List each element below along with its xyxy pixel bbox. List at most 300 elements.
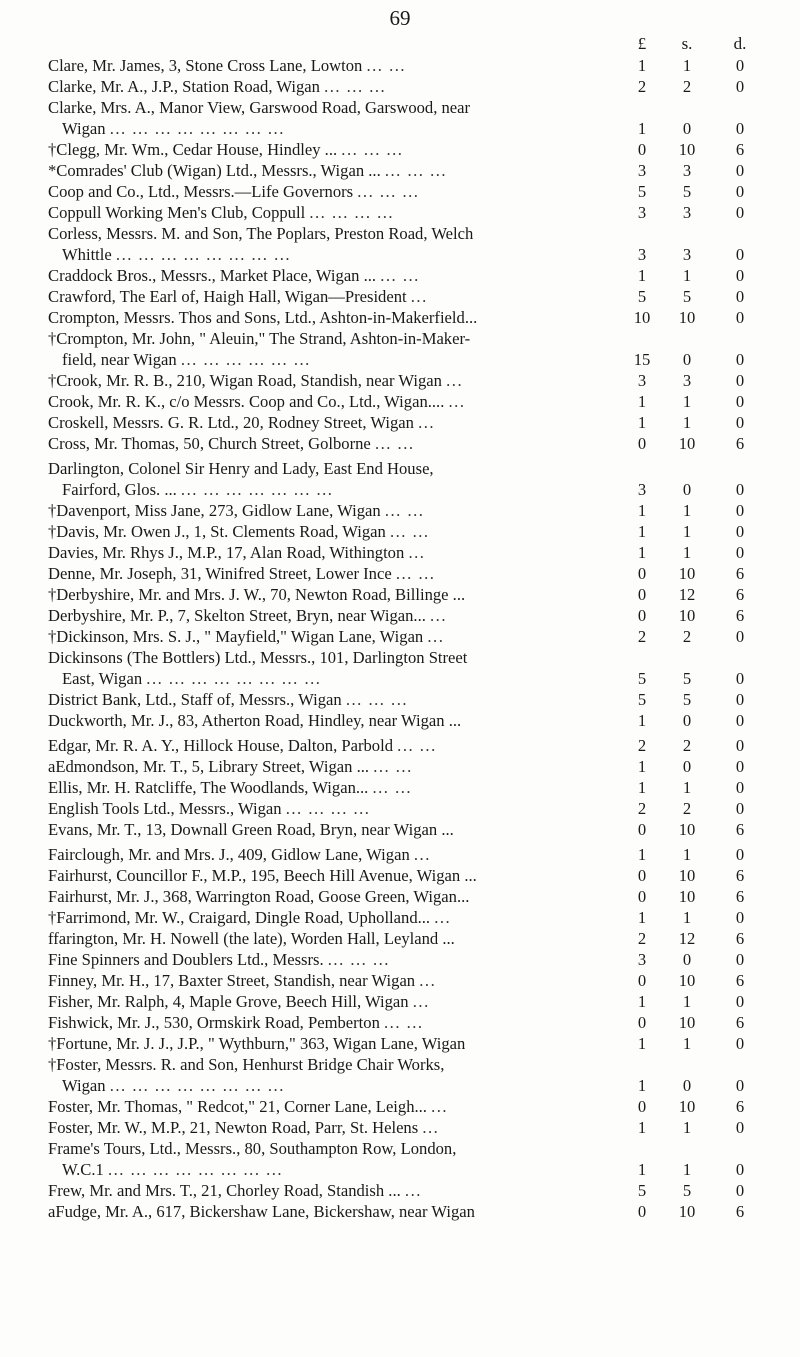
list-item bbox=[48, 735, 770, 756]
amount bbox=[628, 1075, 770, 1096]
shillings-value: 0 bbox=[682, 711, 692, 730]
amount bbox=[628, 479, 770, 500]
amount bbox=[628, 756, 770, 777]
pounds-value: 2 bbox=[637, 627, 647, 646]
pounds-value: 2 bbox=[637, 77, 647, 96]
pounds-value: 0 bbox=[637, 585, 647, 604]
pence-value: 6 bbox=[735, 820, 745, 839]
pence-value: 0 bbox=[735, 757, 745, 776]
list-item bbox=[48, 949, 770, 970]
list-item bbox=[48, 689, 770, 710]
dot-leader: ... ... ... bbox=[341, 140, 404, 159]
amount bbox=[628, 139, 770, 160]
pence-value: 0 bbox=[735, 161, 745, 180]
dot-leader: ... ... bbox=[397, 736, 437, 755]
pounds-value: 1 bbox=[637, 778, 647, 797]
pence-value: 0 bbox=[735, 992, 745, 1011]
entry-text: aEdmondson, Mr. T., 5, Library Street, Wigan ... bbox=[48, 757, 370, 776]
entry-text: Coop and Co., Ltd., Messrs.—Life Governors bbox=[48, 182, 354, 201]
pounds-value: 1 bbox=[637, 413, 647, 432]
pence-value: 0 bbox=[735, 736, 745, 755]
list-item bbox=[48, 160, 770, 181]
shillings-value: 10 bbox=[678, 887, 696, 906]
shillings-value: 10 bbox=[678, 140, 696, 159]
dot-leader: ... ... bbox=[373, 757, 413, 776]
amount bbox=[628, 521, 770, 542]
shillings-value: 3 bbox=[682, 371, 692, 390]
list-item bbox=[48, 521, 770, 542]
pounds-value: 0 bbox=[637, 971, 647, 990]
pence-value: 0 bbox=[735, 501, 745, 520]
entry-text: †Davis, Mr. Owen J., 1, St. Clements Road, Wigan bbox=[48, 522, 386, 541]
entry-text: aFudge, Mr. A., 617, Bickershaw Lane, Bickershaw, near Wigan bbox=[48, 1202, 475, 1221]
shillings-value: 1 bbox=[682, 992, 692, 1011]
amount bbox=[628, 542, 770, 563]
dot-leader: ... bbox=[422, 1118, 440, 1137]
entry-line bbox=[48, 647, 770, 668]
pence-value: 6 bbox=[735, 434, 745, 453]
entry-text: Crompton, Messrs. Thos and Sons, Ltd., Ashton-in-Makerfield... bbox=[48, 308, 478, 327]
pence-value: 6 bbox=[735, 971, 745, 990]
amount bbox=[628, 1096, 770, 1117]
page-number: 69 bbox=[389, 6, 411, 30]
pence-value: 6 bbox=[735, 1013, 745, 1032]
pounds-header: £ bbox=[637, 34, 647, 53]
list-item bbox=[48, 223, 770, 265]
list-item bbox=[48, 907, 770, 928]
entry-text: Crook, Mr. R. K., c/o Messrs. Coop and Co., Ltd., Wigan.... bbox=[48, 392, 445, 411]
pounds-value: 2 bbox=[637, 799, 647, 818]
amount bbox=[628, 307, 770, 328]
entry-text: †Clegg, Mr. Wm., Cedar House, Hindley ... bbox=[48, 140, 338, 159]
pence-value: 0 bbox=[735, 77, 745, 96]
dot-leader: ... bbox=[418, 413, 436, 432]
pounds-value: 3 bbox=[637, 371, 647, 390]
entry-text: †Davenport, Miss Jane, 273, Gidlow Lane, Wigan bbox=[48, 501, 381, 520]
amount bbox=[628, 991, 770, 1012]
dot-leader: ... ... ... bbox=[384, 161, 448, 180]
pounds-value: 1 bbox=[637, 1076, 647, 1095]
entry-text: Fairhurst, Mr. J., 368, Warrington Road, Goose Green, Wigan... bbox=[48, 887, 470, 906]
entry-text: Duckworth, Mr. J., 83, Atherton Road, Hindley, near Wigan ... bbox=[48, 711, 462, 730]
entry-text: Foster, Mr. W., M.P., 21, Newton Road, Parr, St. Helens bbox=[48, 1118, 419, 1137]
amount bbox=[628, 928, 770, 949]
amount bbox=[628, 433, 770, 454]
amount bbox=[628, 1201, 770, 1222]
pence-header: d. bbox=[733, 34, 747, 53]
pence-value: 0 bbox=[735, 690, 745, 709]
dot-leader: ... ... ... bbox=[357, 182, 420, 201]
dot-leader: ... ... ... ... ... ... ... ... bbox=[109, 1076, 285, 1095]
amount bbox=[628, 500, 770, 521]
list-item bbox=[48, 1096, 770, 1117]
entry-line bbox=[48, 328, 770, 349]
shillings-value: 12 bbox=[678, 929, 696, 948]
amount bbox=[628, 391, 770, 412]
pence-value: 6 bbox=[735, 1097, 745, 1116]
amount bbox=[628, 265, 770, 286]
pounds-value: 0 bbox=[637, 1097, 647, 1116]
entry-text: Clarke, Mr. A., J.P., Station Road, Wigan bbox=[48, 77, 320, 96]
entry-text: Fisher, Mr. Ralph, 4, Maple Grove, Beech Hill, Wigan bbox=[48, 992, 409, 1011]
dot-leader: ... bbox=[434, 908, 452, 927]
amount bbox=[628, 777, 770, 798]
dot-leader: ... ... ... ... ... ... ... ... bbox=[107, 1160, 284, 1179]
entry-text: Evans, Mr. T., 13, Downall Green Road, Bryn, near Wigan ... bbox=[48, 820, 454, 839]
pence-value: 0 bbox=[735, 845, 745, 864]
entry-text: Crawford, The Earl of, Haigh Hall, Wigan—President bbox=[48, 287, 407, 306]
list-item bbox=[48, 542, 770, 563]
pounds-value: 5 bbox=[637, 1181, 647, 1200]
list-item bbox=[48, 286, 770, 307]
entry-text: ffarington, Mr. H. Nowell (the late), Worden Hall, Leyland ... bbox=[48, 929, 455, 948]
dot-leader: ... ... bbox=[389, 522, 430, 541]
shillings-value: 10 bbox=[678, 820, 696, 839]
amount bbox=[628, 181, 770, 202]
shillings-value: 0 bbox=[682, 350, 692, 369]
pence-value: 0 bbox=[735, 413, 745, 432]
pounds-value: 1 bbox=[637, 119, 647, 138]
shillings-value: 0 bbox=[682, 757, 692, 776]
dot-leader: ... bbox=[431, 1097, 449, 1116]
list-item bbox=[48, 777, 770, 798]
entry-text: Fairclough, Mr. and Mrs. J., 409, Gidlow Lane, Wigan bbox=[48, 845, 410, 864]
amount bbox=[628, 244, 770, 265]
dot-leader: ... ... ... ... bbox=[285, 799, 371, 818]
pence-value: 0 bbox=[735, 308, 745, 327]
shillings-value: 5 bbox=[682, 1181, 692, 1200]
amount-header bbox=[628, 34, 770, 55]
pence-value: 0 bbox=[735, 119, 745, 138]
shillings-value: 1 bbox=[682, 413, 692, 432]
pounds-value: 1 bbox=[637, 992, 647, 1011]
list-item bbox=[48, 181, 770, 202]
pounds-value: 5 bbox=[637, 287, 647, 306]
amount bbox=[628, 1180, 770, 1201]
pounds-value: 0 bbox=[637, 434, 647, 453]
list-item bbox=[48, 1033, 770, 1054]
pounds-value: 1 bbox=[637, 392, 647, 411]
list-item bbox=[48, 756, 770, 777]
shillings-value: 1 bbox=[682, 908, 692, 927]
pence-value: 0 bbox=[735, 182, 745, 201]
entry-text: Clare, Mr. James, 3, Stone Cross Lane, Lowton bbox=[48, 56, 363, 75]
entry-text: Edgar, Mr. R. A. Y., Hillock House, Dalton, Parbold bbox=[48, 736, 394, 755]
pence-value: 0 bbox=[735, 778, 745, 797]
pounds-value: 1 bbox=[637, 56, 647, 75]
shillings-value: 10 bbox=[678, 434, 696, 453]
shillings-value: 3 bbox=[682, 245, 692, 264]
pounds-value: 0 bbox=[637, 1202, 647, 1221]
pence-value: 6 bbox=[735, 1202, 745, 1221]
pence-value: 0 bbox=[735, 287, 745, 306]
dot-leader: ... ... ... ... bbox=[309, 203, 395, 222]
amount bbox=[628, 970, 770, 991]
shillings-value: 0 bbox=[682, 480, 692, 499]
pence-value: 6 bbox=[735, 585, 745, 604]
list-item bbox=[48, 710, 770, 731]
list-item bbox=[48, 1201, 770, 1222]
list-item bbox=[48, 1054, 770, 1096]
pence-value: 0 bbox=[735, 1118, 745, 1137]
pence-value: 0 bbox=[735, 266, 745, 285]
shillings-value: 1 bbox=[682, 266, 692, 285]
amount bbox=[628, 563, 770, 584]
pence-value: 0 bbox=[735, 392, 745, 411]
amount bbox=[628, 202, 770, 223]
entry-text: Foster, Mr. Thomas, " Redcot," 21, Corner Lane, Leigh... bbox=[48, 1097, 427, 1116]
shillings-value: 10 bbox=[678, 866, 696, 885]
pounds-value: 0 bbox=[637, 1013, 647, 1032]
subscriber-list bbox=[48, 33, 770, 1222]
dot-leader: ... ... bbox=[384, 1013, 424, 1032]
amount bbox=[628, 160, 770, 181]
entry-text: †Dickinson, Mrs. S. J., " Mayfield," Wigan Lane, Wigan bbox=[48, 627, 424, 646]
entry-line bbox=[48, 1054, 770, 1075]
entry-text: †Farrimond, Mr. W., Craigard, Dingle Road, Upholland... bbox=[48, 908, 431, 927]
dot-leader: ... ... ... ... ... ... ... bbox=[180, 480, 334, 499]
entry-text: W.C.1 bbox=[62, 1160, 104, 1179]
entry-text: †Crompton, Mr. John, " Aleuin," The Strand, Ashton-in-Maker- bbox=[48, 329, 471, 348]
list-item bbox=[48, 970, 770, 991]
amount bbox=[628, 710, 770, 731]
list-item bbox=[48, 391, 770, 412]
pounds-value: 15 bbox=[633, 350, 651, 369]
list-item bbox=[48, 265, 770, 286]
pence-value: 0 bbox=[735, 950, 745, 969]
shillings-value: 12 bbox=[678, 585, 696, 604]
pounds-value: 0 bbox=[637, 606, 647, 625]
entry-text: Corless, Messrs. M. and Son, The Poplars, Preston Road, Welch bbox=[48, 224, 474, 243]
pounds-value: 5 bbox=[637, 690, 647, 709]
pounds-value: 10 bbox=[633, 308, 651, 327]
amount bbox=[628, 886, 770, 907]
pounds-value: 3 bbox=[637, 480, 647, 499]
entry-text: English Tools Ltd., Messrs., Wigan bbox=[48, 799, 282, 818]
list-item bbox=[48, 1180, 770, 1201]
shillings-value: 10 bbox=[678, 564, 696, 583]
entry-text: District Bank, Ltd., Staff of, Messrs., Wigan bbox=[48, 690, 342, 709]
entry-text: Dickinsons (The Bottlers) Ltd., Messrs., 101, Darlington Street bbox=[48, 648, 468, 667]
list-item bbox=[48, 433, 770, 454]
pounds-value: 0 bbox=[637, 820, 647, 839]
dot-leader: ... bbox=[419, 971, 437, 990]
pounds-value: 5 bbox=[637, 669, 647, 688]
dot-leader: ... bbox=[446, 371, 464, 390]
amount bbox=[628, 1012, 770, 1033]
pounds-value: 1 bbox=[637, 845, 647, 864]
list-item bbox=[48, 370, 770, 391]
pounds-value: 2 bbox=[637, 929, 647, 948]
shillings-value: 10 bbox=[678, 971, 696, 990]
entries bbox=[48, 55, 770, 1222]
entry-text: Fairhurst, Councillor F., M.P., 195, Beech Hill Avenue, Wigan ... bbox=[48, 866, 477, 885]
amount bbox=[628, 412, 770, 433]
entry-text: *Comrades' Club (Wigan) Ltd., Messrs., Wigan ... bbox=[48, 161, 381, 180]
shillings-value: 0 bbox=[682, 1076, 692, 1095]
list-item bbox=[48, 647, 770, 689]
amount bbox=[628, 626, 770, 647]
pounds-value: 3 bbox=[637, 950, 647, 969]
pounds-value: 1 bbox=[637, 1160, 647, 1179]
shillings-value: 3 bbox=[682, 203, 692, 222]
list-item bbox=[48, 458, 770, 500]
amount bbox=[628, 949, 770, 970]
amount bbox=[628, 735, 770, 756]
pence-value: 0 bbox=[735, 522, 745, 541]
list-item bbox=[48, 202, 770, 223]
dot-leader: ... ... ... bbox=[324, 77, 387, 96]
shillings-value: 10 bbox=[678, 606, 696, 625]
pounds-value: 1 bbox=[637, 543, 647, 562]
entry-text: Frew, Mr. and Mrs. T., 21, Chorley Road, Standish ... bbox=[48, 1181, 401, 1200]
pence-value: 6 bbox=[735, 140, 745, 159]
pence-value: 0 bbox=[735, 669, 745, 688]
shillings-value: 2 bbox=[682, 77, 692, 96]
pence-value: 0 bbox=[735, 543, 745, 562]
entry-text: Derbyshire, Mr. P., 7, Skelton Street, Bryn, near Wigan... bbox=[48, 606, 426, 625]
list-item bbox=[48, 55, 770, 76]
dot-leader: ... ... bbox=[395, 564, 436, 583]
entry-line bbox=[48, 1138, 770, 1159]
shillings-value: 2 bbox=[682, 627, 692, 646]
dot-leader: ... ... ... ... ... ... bbox=[180, 350, 311, 369]
entry-text: Cross, Mr. Thomas, 50, Church Street, Golborne bbox=[48, 434, 371, 453]
shillings-value: 1 bbox=[682, 1034, 692, 1053]
amount bbox=[628, 844, 770, 865]
pence-value: 0 bbox=[735, 350, 745, 369]
dot-leader: ... ... bbox=[366, 56, 407, 75]
dot-leader: ... ... bbox=[372, 778, 413, 797]
amount bbox=[628, 76, 770, 97]
pounds-value: 1 bbox=[637, 522, 647, 541]
amount bbox=[628, 1159, 770, 1180]
list-item bbox=[48, 1138, 770, 1180]
entry-text: Whittle bbox=[62, 245, 112, 264]
shillings-header: s. bbox=[681, 34, 693, 53]
dot-leader: ... ... bbox=[384, 501, 425, 520]
dot-leader: ... bbox=[430, 606, 447, 625]
amount bbox=[628, 370, 770, 391]
amount bbox=[628, 584, 770, 605]
amount bbox=[628, 907, 770, 928]
shillings-value: 1 bbox=[682, 56, 692, 75]
dot-leader: ... bbox=[408, 543, 426, 562]
list-item bbox=[48, 97, 770, 139]
pence-value: 6 bbox=[735, 887, 745, 906]
amount bbox=[628, 1117, 770, 1138]
dot-leader: ... bbox=[448, 392, 466, 411]
shillings-value: 10 bbox=[678, 1202, 696, 1221]
pounds-value: 3 bbox=[637, 245, 647, 264]
shillings-value: 1 bbox=[682, 522, 692, 541]
entry-text: Ellis, Mr. H. Ratcliffe, The Woodlands, Wigan... bbox=[48, 778, 369, 797]
list-item bbox=[48, 605, 770, 626]
dot-leader: ... bbox=[410, 287, 428, 306]
shillings-value: 3 bbox=[682, 161, 692, 180]
entry-text: Coppull Working Men's Club, Coppull bbox=[48, 203, 306, 222]
amount bbox=[628, 668, 770, 689]
entry-text: East, Wigan bbox=[62, 669, 143, 688]
pence-value: 0 bbox=[735, 1181, 745, 1200]
shillings-value: 0 bbox=[682, 950, 692, 969]
dot-leader: ... ... ... ... ... ... ... ... bbox=[146, 669, 322, 688]
entry-text: †Derbyshire, Mr. and Mrs. J. W., 70, Newton Road, Billinge ... bbox=[48, 585, 466, 604]
dot-leader: ... bbox=[412, 992, 430, 1011]
dot-leader: ... bbox=[413, 845, 431, 864]
amount bbox=[628, 865, 770, 886]
entry-text: Wigan bbox=[62, 119, 106, 138]
dot-leader: ... ... ... ... ... ... ... ... bbox=[115, 245, 292, 264]
pounds-value: 0 bbox=[637, 140, 647, 159]
list-item bbox=[48, 865, 770, 886]
pounds-value: 3 bbox=[637, 203, 647, 222]
entry-text: Finney, Mr. H., 17, Baxter Street, Standish, near Wigan bbox=[48, 971, 416, 990]
entry-text: Wigan bbox=[62, 1076, 106, 1095]
entry-text: Davies, Mr. Rhys J., M.P., 17, Alan Road, Withington bbox=[48, 543, 405, 562]
pounds-value: 5 bbox=[637, 182, 647, 201]
shillings-value: 1 bbox=[682, 1160, 692, 1179]
pence-value: 0 bbox=[735, 480, 745, 499]
dot-leader: ... ... bbox=[380, 266, 420, 285]
list-item bbox=[48, 328, 770, 370]
amount bbox=[628, 689, 770, 710]
dot-leader: ... bbox=[404, 1181, 422, 1200]
pence-value: 0 bbox=[735, 908, 745, 927]
shillings-value: 5 bbox=[682, 690, 692, 709]
amount bbox=[628, 605, 770, 626]
list-item bbox=[48, 928, 770, 949]
pounds-value: 0 bbox=[637, 887, 647, 906]
shillings-value: 5 bbox=[682, 669, 692, 688]
pence-value: 0 bbox=[735, 245, 745, 264]
pounds-value: 1 bbox=[637, 908, 647, 927]
shillings-value: 1 bbox=[682, 501, 692, 520]
list-item bbox=[48, 412, 770, 433]
pounds-value: 1 bbox=[637, 711, 647, 730]
shillings-value: 1 bbox=[682, 392, 692, 411]
shillings-value: 2 bbox=[682, 799, 692, 818]
pence-value: 0 bbox=[735, 56, 745, 75]
pence-value: 0 bbox=[735, 1076, 745, 1095]
pence-value: 0 bbox=[735, 627, 745, 646]
list-item bbox=[48, 307, 770, 328]
amount bbox=[628, 798, 770, 819]
entry-text: Darlington, Colonel Sir Henry and Lady, East End House, bbox=[48, 459, 434, 478]
column-headers bbox=[48, 33, 770, 55]
pounds-value: 1 bbox=[637, 757, 647, 776]
shillings-value: 10 bbox=[678, 308, 696, 327]
entry-text: Denne, Mr. Joseph, 31, Winifred Street, Lower Ince bbox=[48, 564, 392, 583]
entry-text: Frame's Tours, Ltd., Messrs., 80, Southampton Row, London, bbox=[48, 1139, 457, 1158]
pounds-value: 1 bbox=[637, 501, 647, 520]
amount bbox=[628, 819, 770, 840]
dot-leader: ... bbox=[427, 627, 445, 646]
entry-line bbox=[48, 223, 770, 244]
shillings-value: 2 bbox=[682, 736, 692, 755]
entry-text: †Crook, Mr. R. B., 210, Wigan Road, Standish, near Wigan bbox=[48, 371, 442, 390]
entry-text: Fine Spinners and Doublers Ltd., Messrs. bbox=[48, 950, 324, 969]
pounds-value: 1 bbox=[637, 266, 647, 285]
amount bbox=[628, 349, 770, 370]
list-item bbox=[48, 819, 770, 840]
shillings-value: 0 bbox=[682, 119, 692, 138]
entry-text: †Foster, Messrs. R. and Son, Henhurst Bridge Chair Works, bbox=[48, 1055, 445, 1074]
list-item bbox=[48, 844, 770, 865]
pounds-value: 1 bbox=[637, 1118, 647, 1137]
list-item bbox=[48, 991, 770, 1012]
shillings-value: 1 bbox=[682, 778, 692, 797]
